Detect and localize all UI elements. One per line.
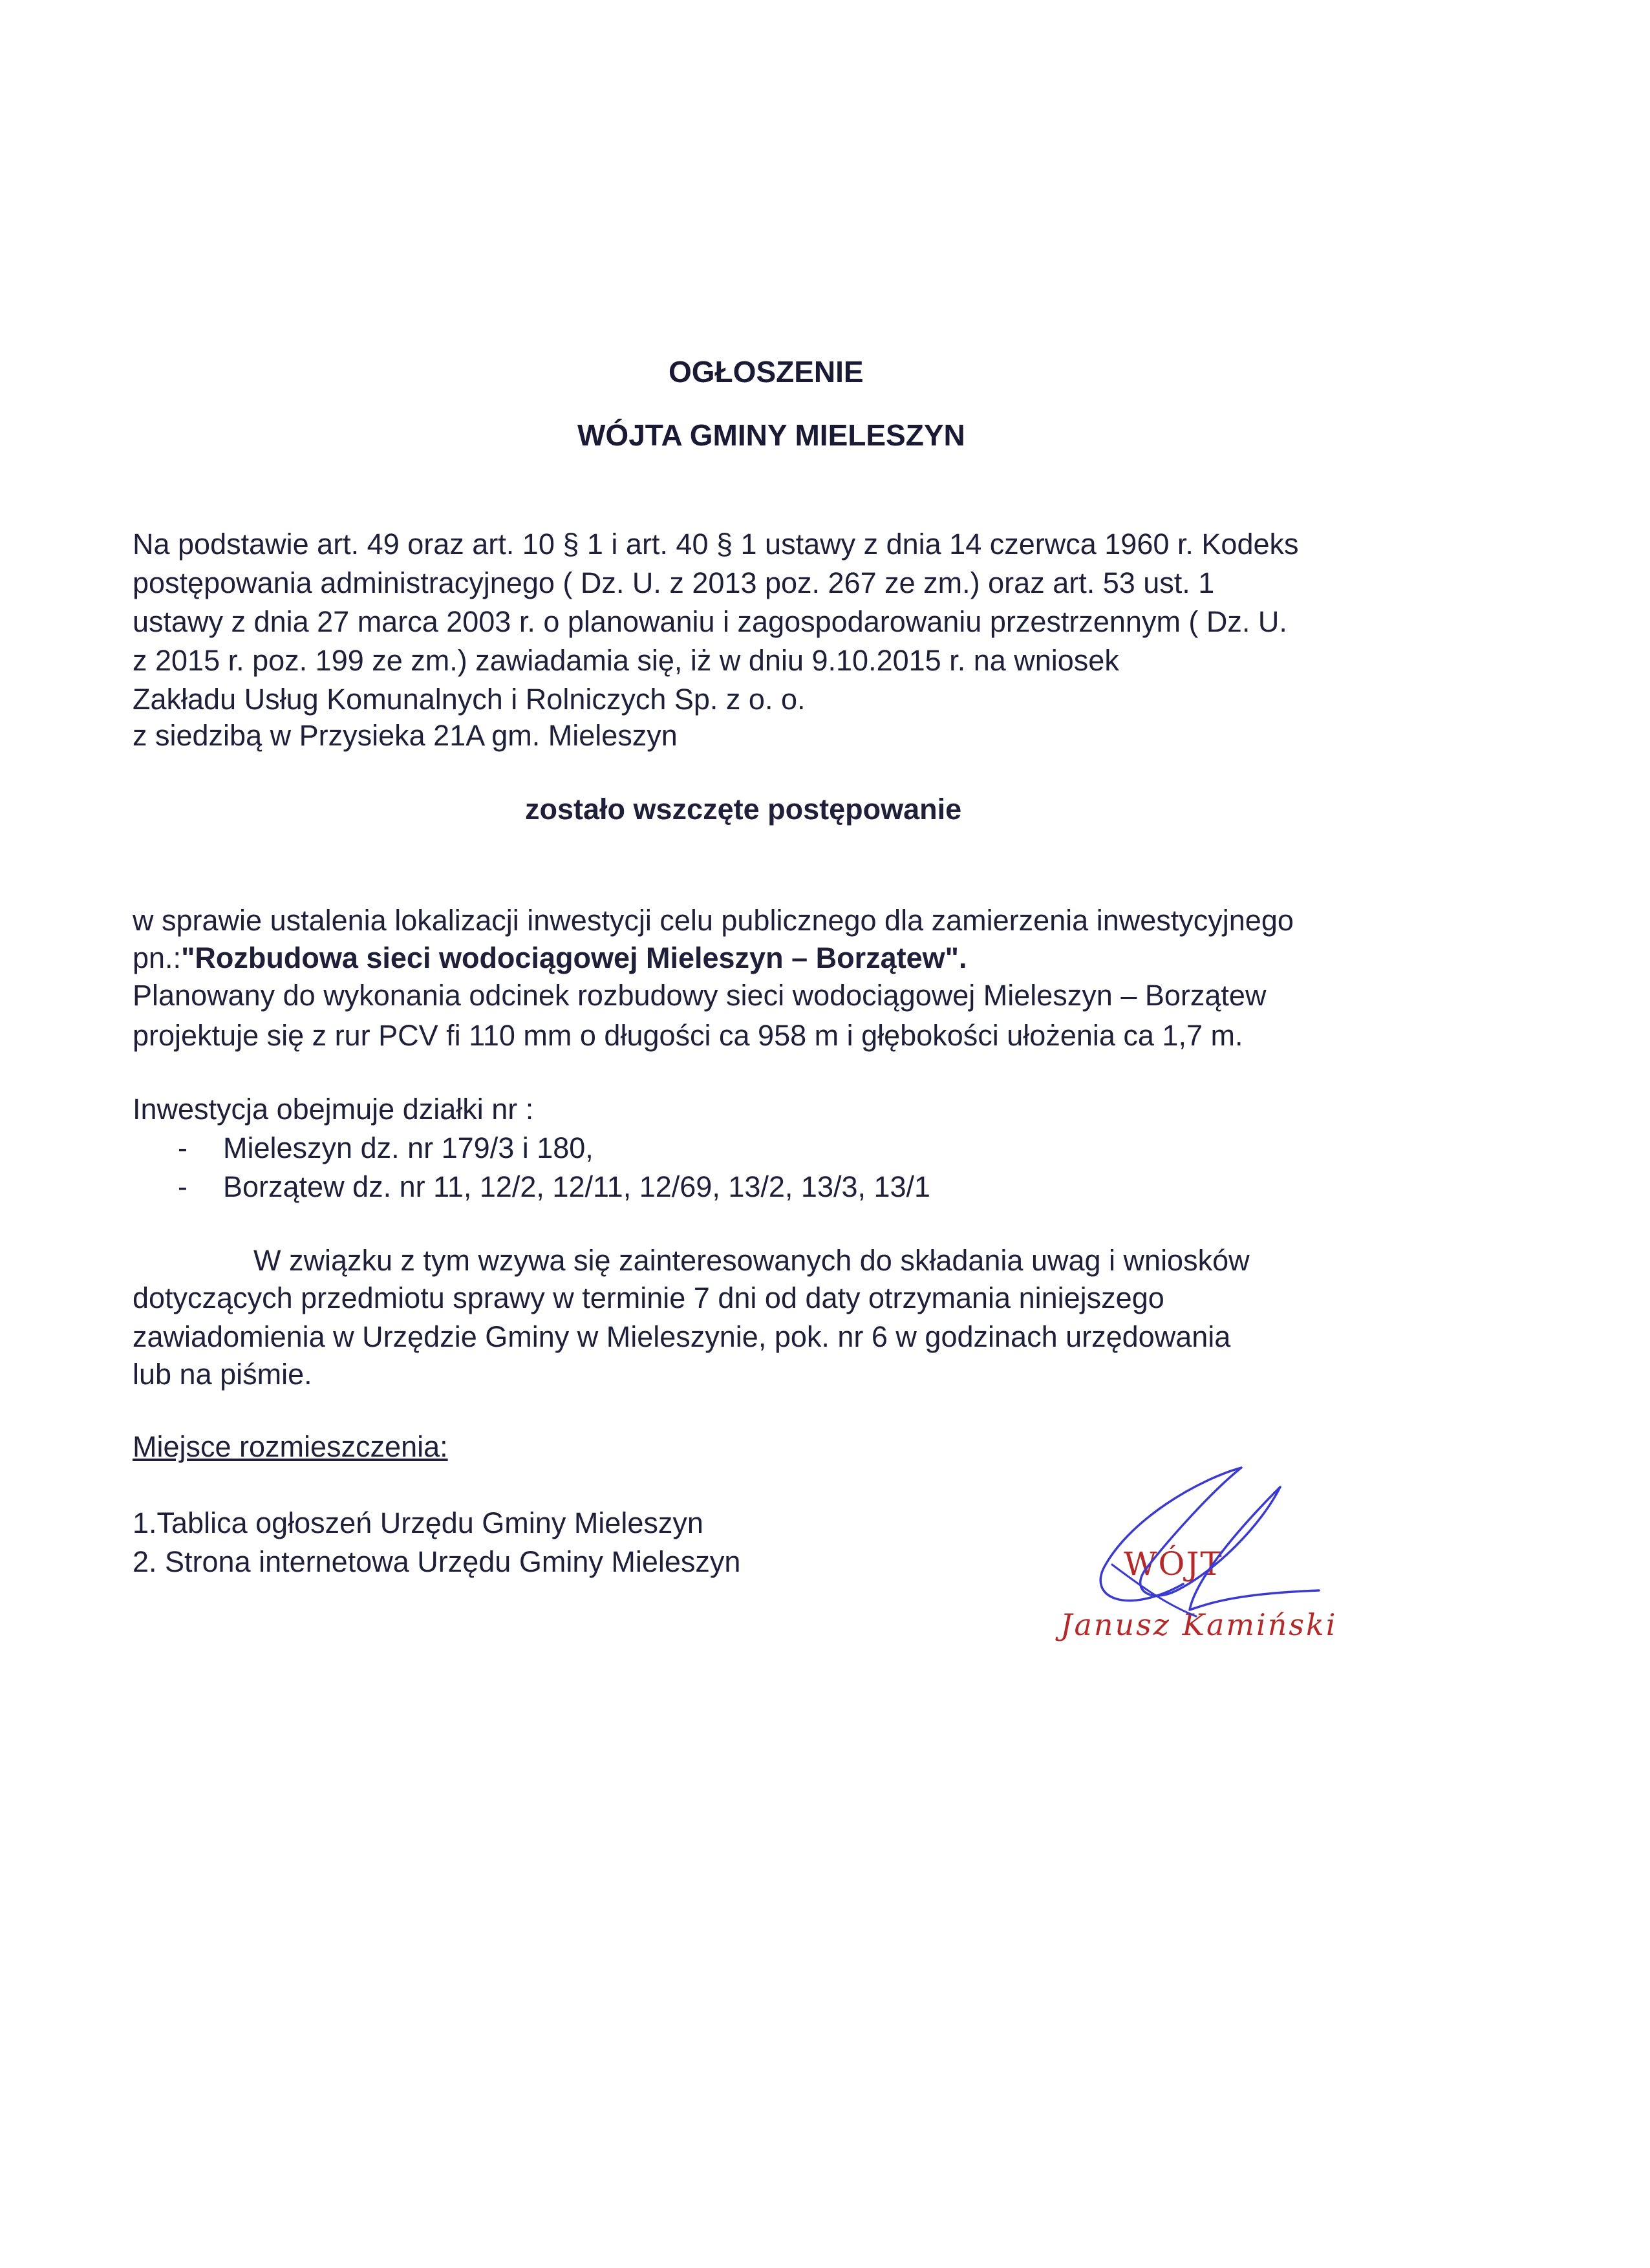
parcel-text: Borzątew dz. nr 11, 12/2, 12/11, 12/69, 13/2, 13/3, 13/1 bbox=[223, 1170, 931, 1203]
intro-line: postępowania administracyjnego ( Dz. U. z 2013 poz. 267 ze zm.) oraz art. 53 ust. 1 bbox=[133, 566, 1215, 599]
placement-heading: Miejsce rozmieszczenia: bbox=[133, 1430, 448, 1463]
stamp-name: Janusz Kamiński bbox=[1060, 1607, 1338, 1642]
document-title: OGŁOSZENIE bbox=[669, 355, 864, 389]
project-name: "Rozbudowa sieci wodociągowej Mieleszyn – Borzątew". bbox=[181, 941, 967, 974]
intro-line: ustawy z dnia 27 marca 2003 r. o planowaniu i zagospodarowaniu przestrzennym ( Dz. U. bbox=[133, 605, 1287, 638]
matter-line: w sprawie ustalenia lokalizacji inwestycji celu publicznego dla zamierzenia inwestycyjnego bbox=[133, 904, 1294, 937]
matter-project-line bbox=[133, 939, 967, 978]
call-line: zawiadomienia w Urzędzie Gminy w Mieleszynie, pok. nr 6 w godzinach urzędowania bbox=[133, 1320, 1231, 1353]
parcels-heading: Inwestycja obejmuje działki nr : bbox=[133, 1093, 534, 1126]
call-line: dotyczących przedmiotu sprawy w terminie 7 dni od daty otrzymania niniejszego bbox=[133, 1281, 1164, 1314]
placement-item: 1.Tablica ogłoszeń Urzędu Gminy Mieleszyn bbox=[133, 1506, 703, 1539]
decision-text: zostało wszczęte postępowanie bbox=[525, 793, 962, 826]
stamp-title: WÓJT bbox=[1124, 1545, 1223, 1583]
intro-line: z siedzibą w Przysieka 21A gm. Mieleszyn bbox=[133, 719, 678, 752]
document-subtitle: WÓJTA GMINY MIELESZYN bbox=[577, 418, 965, 452]
matter-line: projektuje się z rur PCV fi 110 mm o długości ca 958 m i głębokości ułożenia ca 1,7 m. bbox=[133, 1019, 1243, 1052]
dash-bullet: - bbox=[178, 1131, 188, 1164]
call-line: W związku z tym wzywa się zainteresowanych do składania uwag i wniosków bbox=[253, 1244, 1250, 1277]
call-line: lub na piśmie. bbox=[133, 1358, 312, 1391]
placement-item: 2. Strona internetowa Urzędu Gminy Mieleszyn bbox=[133, 1545, 741, 1578]
parcel-item bbox=[178, 1129, 594, 1168]
intro-line: z 2015 r. poz. 199 ze zm.) zawiadamia się, iż w dniu 9.10.2015 r. na wniosek bbox=[133, 644, 1119, 677]
intro-line: Zakładu Usług Komunalnych i Rolniczych Sp. z o. o. bbox=[133, 683, 806, 716]
parcel-text: Mieleszyn dz. nr 179/3 i 180, bbox=[223, 1131, 594, 1164]
signature-icon bbox=[1047, 1455, 1358, 1662]
matter-line: Planowany do wykonania odcinek rozbudowy sieci wodociągowej Mieleszyn – Borzątew bbox=[133, 979, 1267, 1012]
intro-line: Na podstawie art. 49 oraz art. 10 § 1 i art. 40 § 1 ustawy z dnia 14 czerwca 1960 r. Kodeks bbox=[133, 528, 1299, 561]
parcel-item bbox=[178, 1168, 930, 1206]
dash-bullet: - bbox=[178, 1170, 188, 1203]
project-prefix: pn.: bbox=[133, 941, 182, 974]
